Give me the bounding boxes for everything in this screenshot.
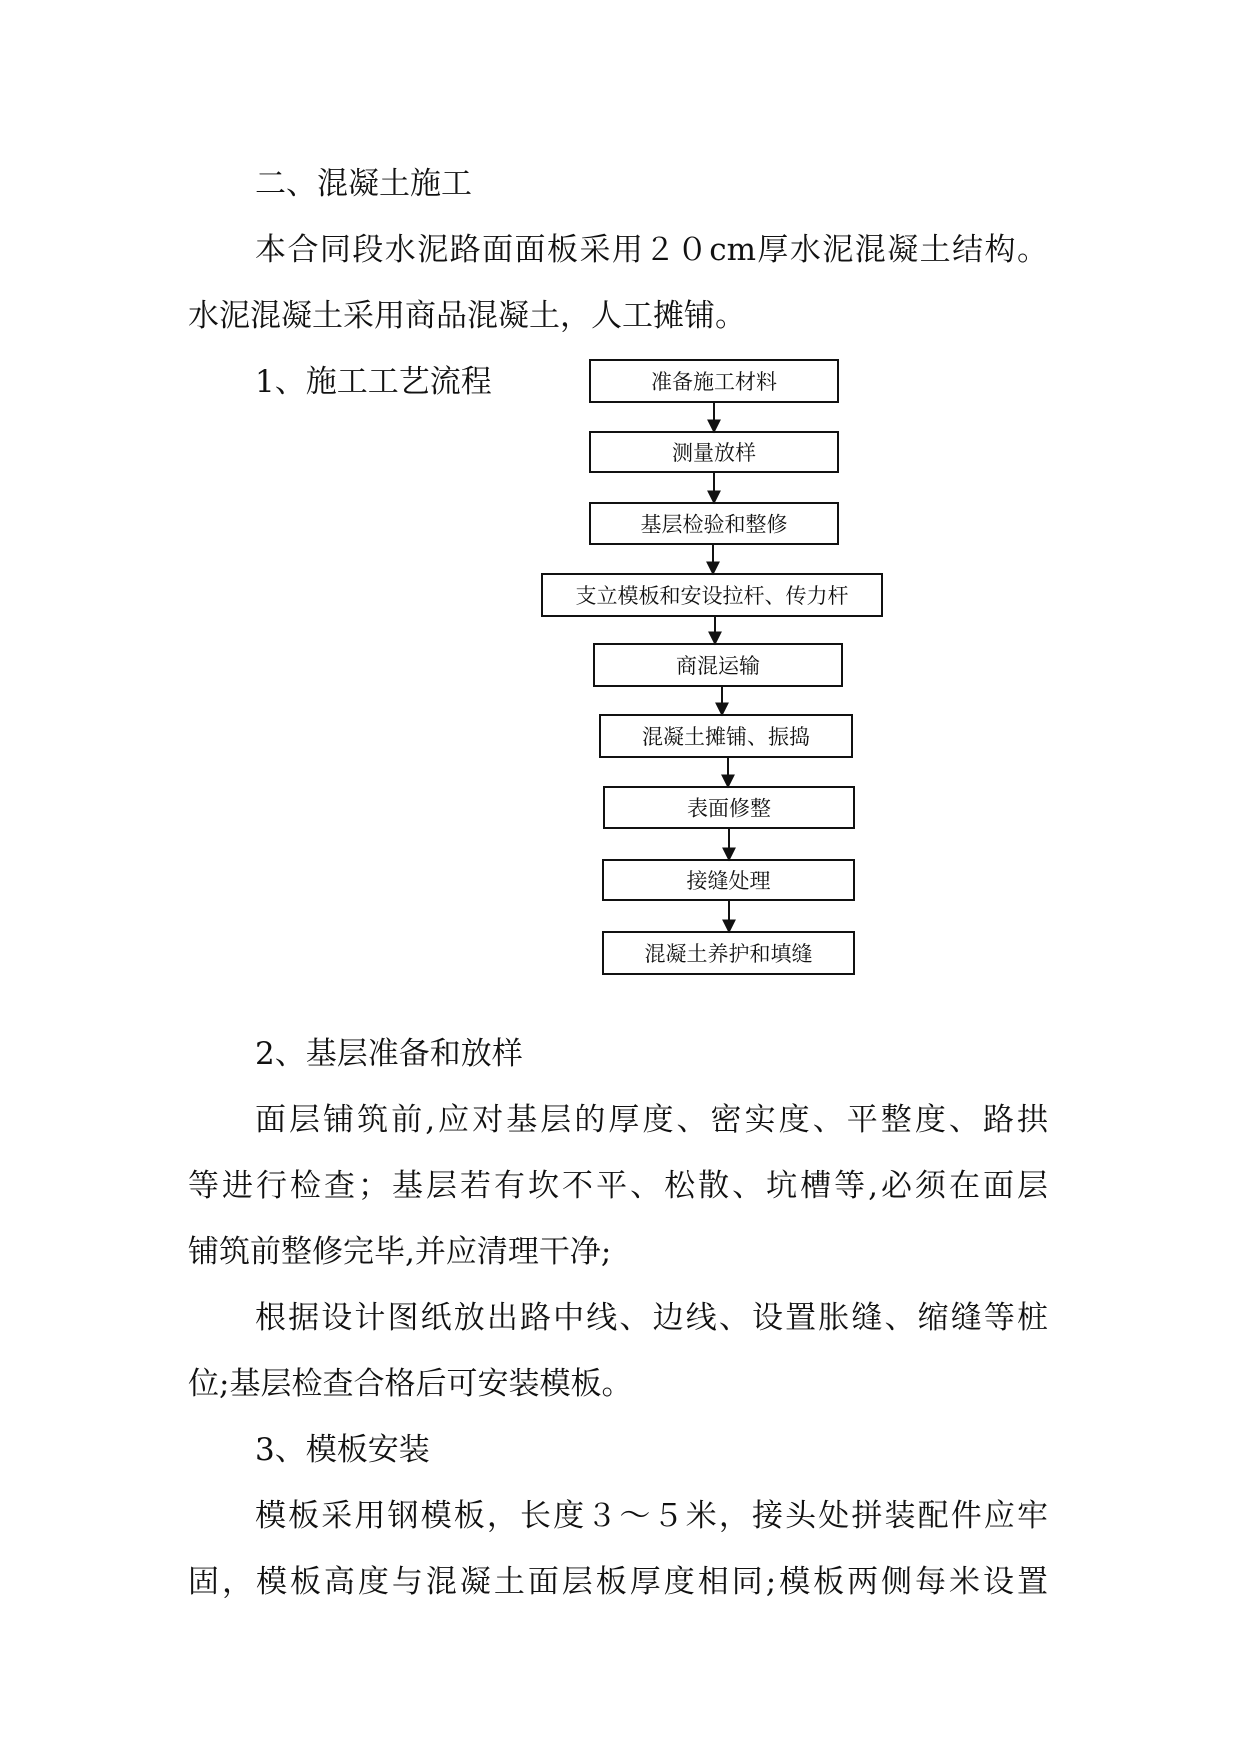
flow-step-label: 准备施工材料 <box>651 370 777 394</box>
flow-step-label: 测量放样 <box>672 441 756 465</box>
step2-para2-line2: 位;基层检查合格后可安装模板。 <box>188 1366 633 1402</box>
step3-para-line2: 固，模板高度与混凝土面层板厚度相同;模板两侧每米设置 <box>188 1564 1048 1600</box>
step3-para-line1: 模板采用钢模板，长度３～５米，接头处拼装配件应牢 <box>255 1498 1048 1534</box>
step3-heading: 3、模板安装 <box>255 1432 430 1468</box>
flow-step-label: 混凝土养护和填缝 <box>644 942 813 966</box>
intro-line-2: 水泥混凝土采用商品混凝土，人工摊铺。 <box>188 298 746 334</box>
flow-step-label: 支立模板和安设拉杆、传力杆 <box>575 584 849 608</box>
flow-step-label: 基层检验和整修 <box>640 512 788 537</box>
step2-para1-line2: 等进行检查；基层若有坎不平、松散、坑槽等,必须在面层 <box>188 1168 1048 1204</box>
step2-para1-line1: 面层铺筑前,应对基层的厚度、密实度、平整度、路拱 <box>255 1102 1048 1138</box>
step2-para2-line1: 根据设计图纸放出路中线、边线、设置胀缝、缩缝等桩 <box>255 1300 1048 1336</box>
flow-step-label: 表面修整 <box>687 796 771 821</box>
step2-heading: 2、基层准备和放样 <box>255 1036 523 1072</box>
flow-step-label: 接缝处理 <box>686 869 771 893</box>
step1-heading: 1、施工工艺流程 <box>255 364 492 400</box>
flow-step-label: 混凝土摊铺、振捣 <box>642 725 810 749</box>
section-heading: 二、混凝土施工 <box>255 166 472 202</box>
step2-para1-line3: 铺筑前整修完毕,并应清理干净; <box>188 1234 612 1270</box>
intro-line-1: 本合同段水泥路面面板采用２０cm厚水泥混凝土结构。 <box>255 232 1048 268</box>
flow-step-label: 商混运输 <box>676 654 760 678</box>
